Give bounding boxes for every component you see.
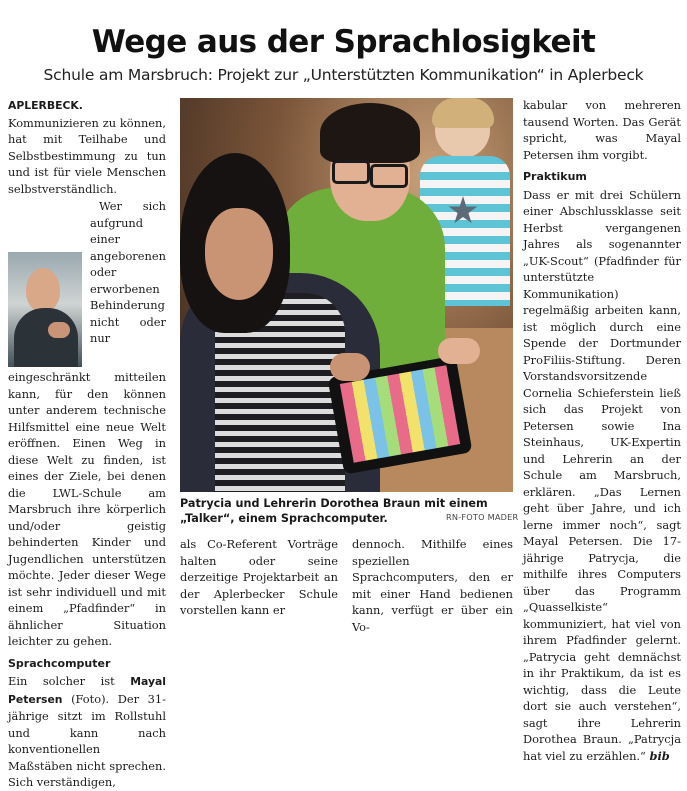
column-4-body [523,187,681,765]
headline: Wege aus der Sprachlosigkeit [91,24,596,60]
portrait-photo [8,252,82,367]
column-4-intro: kabular von mehreren tausend Worten. Das Gerät spricht, was Mayal Petersen ihm vorgibt. [523,98,681,162]
author-signature: bib [649,748,670,763]
dateline: APLERBECK. [8,99,83,112]
photo-credit: RN-FOTO MADER [446,512,519,522]
article-column-3 [352,536,513,635]
paragraph-three [8,673,166,791]
main-photo [180,98,513,492]
intro-text: Kommunizieren zu können, hat mit Teilhabe und Selbstbestimmung zu tun und ist für viele Menschen selbstverständlich. [8,115,166,196]
column-2-text: als Co-Referent Vorträge halten oder seine derzeitige Projektarbeit an der Aplerbecker Schule vorstellen kann er [180,537,338,617]
person-name: Mayal Petersen [8,675,166,706]
paragraph-two-text: Wer sich aufgrund einer angeborenen oder erworbenen Behinderung nicht oder nur eingeschränkt mitteilen kann, für den können unter anderem technische Hilfsmittel eine neue Welt eröffnen. Einen Weg in diese Welt zu finden, ist eines der Ziele, bei denen die LWL-Schule am Marsbruch ihre körperlich und/oder geistig behinderten Kinder und Jugendlichen unterstützen möchte. Jeder dieser Wege ist sehr individuell und mit einem „Pfadfinder“ in ähnlicher Situation leichter zu gehen. [8,199,166,648]
section-heading-sprachcomputer: Sprachcomputer [8,656,111,670]
article-column-4 [523,97,681,764]
paragraph-three-rest: (Foto). Der 31-jährige sitzt im Rollstuhl und kann nach konventionellen Maßstäben nicht sprechen. Sich verständigen, [8,691,166,789]
section-heading-praktikum: Praktikum [523,170,587,183]
article-column-1 [8,97,166,791]
paragraph-two [8,198,166,650]
subheadline: Schule am Marsbruch: Projekt zur „Unterstützten Kommunikation“ in Aplerbeck [43,66,644,84]
photo-caption: Patrycia und Lehrerin Dorothea Braun mit einem „Talker“, einem Sprachcomputer. [180,497,488,525]
column-4-body-text: Dass er mit drei Schülern einer Abschlussklasse seit Herbst vergangenen Jahres als sogenannter „UK-Scout“ (Pfadfinder für unterstützte Kommunikation) regelmäßig arbeiten kann, ist möglich durch eine Spende der Dortmunder ProFiliis-Stiftung. Deren Vorstandsvorsitzende Cornelia Schieferstein ließ sich das Projekt von Petersen sowie Ina Steinhaus, UK-Expertin und Lehrerin an der Schule am Marsbruch, erklären. „Das Lernen geht über Jahre, und ich lerne immer noch“, sagt Mayal Petersen. Die 17-jährige Patrycja, die mithilfe ihres Computers über das Programm „Quasselkiste“ kommuniziert, hat viel von ihrem Pfadfinder gelernt. „Patrycia geht demnächst in ihr Praktikum, da ist es wichtig, dass die Leute dort sie auch verstehen“, sagt ihre Lehrerin Dorothea Braun. „Patrycja hat viel zu erzählen.“ [523,187,681,763]
article-column-2 [180,536,338,619]
paragraph-intro [8,97,166,197]
paragraph-three-lead: Ein solcher ist [8,674,131,688]
column-3-text: dennoch. Mithilfe eines speziellen Sprachcomputers, den er mit einer Hand bedienen kann, verfügt er über ein Vo- [352,537,513,634]
